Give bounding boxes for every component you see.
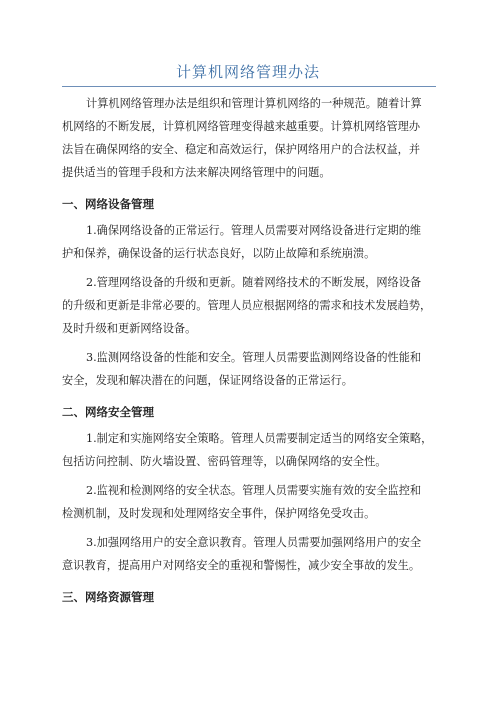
title-underline (62, 86, 436, 87)
intro-line: 法旨在确保网络的安全、稳定和高效运行，保护网络用户的合法权益，并 (62, 143, 421, 156)
page-title: 计算机网络管理办法 (175, 63, 320, 81)
paragraph-line: 3.监测网络设备的性能和安全。管理人员需要监测网络设备的性能和 (86, 351, 422, 364)
paragraph-line: 检测机制，及时发现和处理网络安全事件，保护网络免受攻击。 (62, 507, 376, 520)
paragraph-line: 及时升级和更新网络设备。 (62, 322, 197, 335)
paragraph-line: 1.确保网络设备的正常运行。管理人员需要对网络设备进行定期的维 (86, 224, 422, 237)
paragraph-line: 2.监视和检测网络的安全状态。管理人员需要实施有效的安全监控和 (86, 484, 422, 497)
paragraph-line: 意识教育，提高用户对网络安全的重视和警惕性，减少安全事故的发生。 (62, 559, 421, 572)
paragraph-line: 3.加强网络用户的安全意识教育。管理人员需要加强网络用户的安全 (86, 536, 422, 549)
intro-line: 机网络的不断发展，计算机网络管理变得越来越重要。计算机网络管理办 (62, 120, 421, 133)
paragraph-line: 1.制定和实施网络安全策略。管理人员需要制定适当的网络安全策略， (86, 432, 433, 445)
paragraph-line: 的升级和更新是非常必要的。管理人员应根据网络的需求和技术发展趋势， (62, 299, 432, 312)
paragraph-line: 2.管理网络设备的升级和更新。随着网络技术的不断发展，网络设备 (86, 276, 422, 289)
section-heading: 三、网络资源管理 (62, 590, 154, 604)
paragraph-line: 包括访问控制、防火墙设置、密码管理等，以确保网络的安全性。 (62, 455, 387, 468)
intro-line: 提供适当的管理手段和方法来解决网络管理中的问题。 (62, 166, 331, 179)
paragraph-line: 安全，发现和解决潜在的问题，保证网络设备的正常运行。 (62, 374, 353, 387)
intro-line: 计算机网络管理办法是组织和管理计算机网络的一种规范。随着计算 (86, 97, 422, 110)
section-heading: 二、网络安全管理 (62, 405, 154, 419)
section-heading: 一、网络设备管理 (62, 197, 154, 211)
paragraph-line: 护和保养，确保设备的运行状态良好，以防止故障和系统崩溃。 (62, 247, 376, 260)
